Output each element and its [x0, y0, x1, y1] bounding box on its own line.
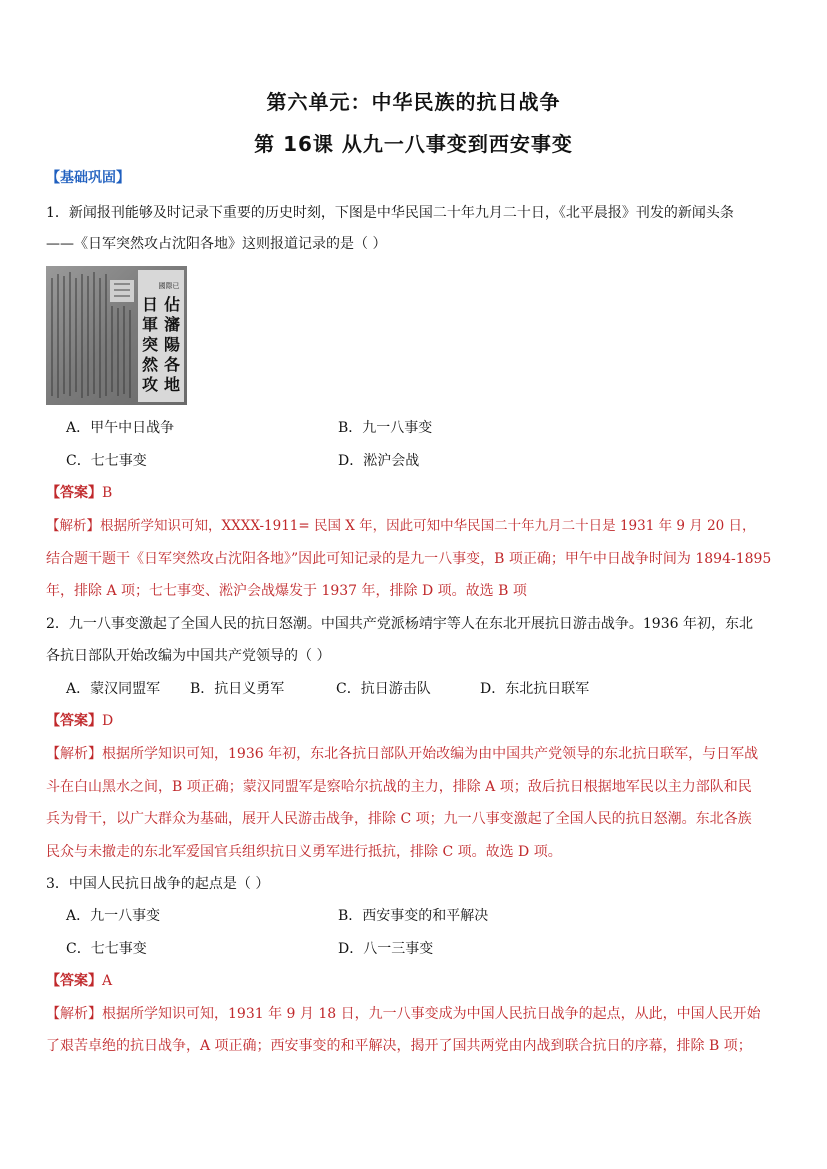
q3-answer	[46, 971, 112, 991]
q3-option-c: C．七七事变	[66, 941, 147, 957]
q1-stem-line-2: ——《日军突然攻占沈阳各地》这则报道记录的是（ ）	[46, 236, 387, 252]
svg-text:日: 日	[141, 295, 159, 314]
section-label: 【基础巩固】	[46, 170, 130, 186]
q2-explanation-line-3: 兵为骨干，以广大群众为基础，展开人民游击战争，排除 C 项；九一八事变激起了全国人民的抗日怒潮。东北各族	[46, 811, 752, 827]
q2-stem-line-1: 2．九一八事变激起了全国人民的抗日怒潮。中国共产党派杨靖宇等人在东北开展抗日游击战争。1936 年初，东北	[46, 616, 753, 632]
q3-option-d: D．八一三事变	[338, 941, 434, 957]
svg-text:瀋: 瀋	[163, 315, 181, 334]
answer-value: D	[102, 713, 114, 729]
svg-text:突: 突	[141, 335, 159, 354]
q2-explanation-line-4: 民众与未撤走的东北军爱国官兵组织抗日义勇军进行抵抗，排除 C 项。故选 D 项。	[46, 844, 562, 860]
newspaper-image	[46, 266, 187, 405]
q3-explanation-line-1: 【解析】根据所学知识可知，1931 年 9 月 18 日，九一八事变成为中国人民抗日战争的起点，从此，中国人民开始	[46, 1006, 761, 1022]
q3-explanation-line-2: 了艰苦卓绝的抗日战争，A 项正确；西安事变的和平解决，揭开了国共两党由内战到联合抗日的序幕，排除 B 项；	[46, 1038, 752, 1054]
svg-text:陽: 陽	[163, 335, 181, 354]
q2-option-d: D．东北抗日联军	[480, 681, 590, 697]
q1-stem-line-1: 1．新闻报刊能够及时记录下重要的历史时刻，下图是中华民国二十年九月二十日，《北平晨报》刊发的新闻头条	[46, 205, 734, 221]
answer-tag: 【答案】	[46, 485, 102, 501]
answer-tag: 【答案】	[46, 713, 102, 729]
answer-tag: 【答案】	[46, 973, 102, 989]
svg-text:地: 地	[163, 375, 181, 394]
q1-option-d: D．淞沪会战	[338, 453, 420, 469]
q2-answer	[46, 711, 113, 731]
q2-option-b: B．抗日义勇军	[190, 681, 285, 697]
svg-text:然: 然	[141, 355, 159, 374]
q1-answer	[46, 483, 112, 503]
q1-explanation-line-2: 结合题干题干《日军突然攻占沈阳各地》”因此可知记录的是九一八事变，B 项正确；甲午中日战争时间为 1894-1895	[46, 551, 772, 567]
q2-option-a: A．蒙汉同盟军	[66, 681, 161, 697]
q3-stem-line-1: 3．中国人民抗日战争的起点是（ ）	[46, 876, 270, 892]
q2-explanation-line-2: 斗在白山黑水之间，B 项正确；蒙汉同盟军是察哈尔抗战的主力，排除 A 项；敌后抗日根据地军民以主力部队和民	[46, 779, 752, 795]
answer-value: B	[102, 485, 113, 501]
answer-value: A	[102, 973, 113, 989]
newspaper-photo	[46, 266, 187, 405]
svg-text:國際已: 國際已	[158, 282, 180, 290]
unit-title: 第六单元：中华民族的抗日战争	[266, 90, 561, 114]
svg-text:攻: 攻	[141, 375, 159, 394]
q2-option-c: C．抗日游击队	[336, 681, 431, 697]
q1-explanation-line-3: 年，排除 A 项；七七事变、淞沪会战爆发于 1937 年，排除 D 项。故选 B 项	[46, 583, 527, 599]
q1-option-a: A．甲午中日战争	[66, 420, 175, 436]
q3-option-a: A．九一八事变	[66, 908, 161, 924]
svg-text:佔: 佔	[163, 295, 181, 314]
svg-text:各: 各	[163, 355, 181, 374]
q1-option-b: B．九一八事变	[338, 420, 433, 436]
q2-explanation-line-1: 【解析】根据所学知识可知，1936 年初，东北各抗日部队开始改编为由中国共产党领导的东北抗日联军，与日军战	[46, 746, 759, 762]
q2-stem-line-2: 各抗日部队开始改编为中国共产党领导的（ ）	[46, 648, 331, 664]
q3-option-b: B．西安事变的和平解决	[338, 908, 489, 924]
lesson-title: 第 16课 从九一八事变到西安事变	[254, 132, 573, 156]
svg-text:軍: 軍	[141, 315, 159, 334]
q1-option-c: C．七七事变	[66, 453, 147, 469]
q1-explanation-line-1: 【解析】根据所学知识可知，XXXX-1911= 民国 X 年，因此可知中华民国二十年九月二十日是 1931 年 9 月 20 日，	[46, 518, 756, 534]
